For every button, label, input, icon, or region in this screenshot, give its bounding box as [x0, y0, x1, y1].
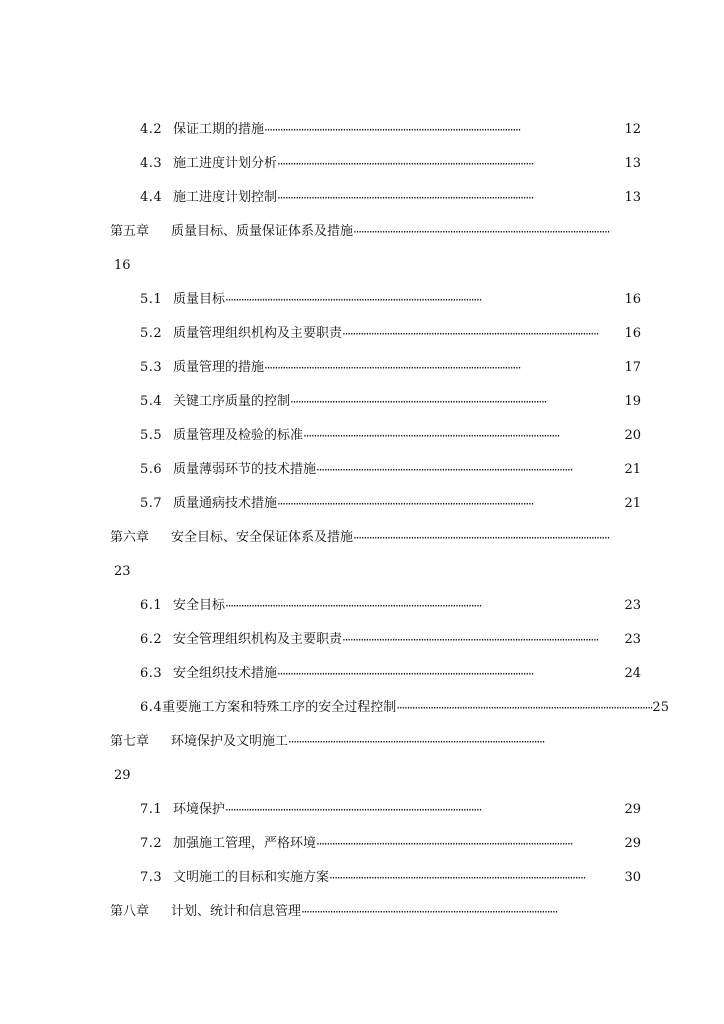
toc-leader: ··································································································: [316, 463, 573, 477]
toc-leader: ··································································································: [329, 871, 586, 885]
toc-leader: ··································································································: [303, 429, 560, 443]
toc-page: 29: [624, 802, 641, 817]
toc-title: 安全目标: [173, 598, 226, 613]
toc-title: 质量管理及检验的标准: [173, 428, 304, 443]
toc-page: 21: [624, 462, 641, 477]
toc-entry[interactable]: [140, 426, 641, 446]
toc-page: 20: [624, 428, 641, 443]
toc-page: 16: [624, 326, 641, 341]
toc-page: 19: [624, 394, 641, 409]
toc-leader: ··································································································: [277, 667, 534, 681]
toc-number: 5.6: [140, 462, 163, 477]
toc-number: 7.2: [140, 836, 163, 851]
toc-leader: ··································································································: [264, 123, 521, 137]
toc-entry[interactable]: [140, 290, 641, 310]
toc-page: 23: [624, 598, 641, 613]
toc-page: 23: [624, 632, 641, 647]
toc-title: 质量目标: [173, 292, 226, 307]
toc-title: 文明施工的目标和实施方案: [173, 870, 330, 885]
toc-title: 质量管理的措施: [173, 360, 265, 375]
toc-number: 6.1: [140, 598, 163, 613]
toc-number: 6.3: [140, 666, 163, 681]
toc-number: 4.3: [140, 156, 163, 171]
toc-leader: ··································································································: [290, 395, 547, 409]
toc-chapter-number: 第七章: [110, 734, 150, 749]
toc-page: 16: [624, 292, 641, 307]
toc-entry[interactable]: [140, 868, 641, 888]
toc-leader: ··································································································: [225, 803, 482, 817]
toc-title: 施工进度计划控制: [173, 190, 278, 205]
toc-chapter-number: 第六章: [110, 530, 150, 545]
toc-title: 加强施工管理，严格环境: [173, 836, 317, 851]
toc-number: 5.3: [140, 360, 163, 375]
toc-leader: ··································································································: [316, 837, 573, 851]
toc-chapter-number: 第五章: [110, 224, 150, 239]
toc-page: 25: [652, 700, 669, 715]
toc-title: 计划、统计和信息管理: [171, 904, 302, 919]
toc-entry[interactable]: [140, 698, 669, 718]
toc-entry[interactable]: [140, 664, 641, 684]
toc-title: 重要施工方案和特殊工序的安全过程控制: [162, 700, 397, 715]
toc-leader: ··································································································: [277, 191, 534, 205]
toc-chapter-number: 第八章: [110, 904, 150, 919]
toc-page: 12: [624, 122, 641, 137]
toc-leader: ··································································································: [225, 293, 482, 307]
toc-entry[interactable]: [140, 630, 641, 650]
toc-entry[interactable]: [140, 392, 641, 412]
toc-number: 4.2: [140, 122, 163, 137]
toc-entry[interactable]: [140, 120, 641, 140]
toc-leader: ··································································································: [342, 633, 599, 647]
toc-number: 4.4: [140, 190, 163, 205]
toc-title: 施工进度计划分析: [173, 156, 278, 171]
toc-entry[interactable]: [140, 460, 641, 480]
toc-title: 安全管理组织机构及主要职责: [173, 632, 343, 647]
toc-page: 13: [624, 156, 641, 171]
toc-title: 环境保护: [173, 802, 226, 817]
toc-chapter-entry[interactable]: [110, 902, 615, 922]
toc-leader: ··································································································: [353, 531, 610, 545]
toc-title: 保证工期的措施: [173, 122, 265, 137]
toc-page: 29: [624, 836, 641, 851]
toc-leader: ··································································································: [342, 327, 599, 341]
toc-number: 5.7: [140, 496, 163, 511]
toc-number: 6.4: [140, 700, 163, 715]
toc-leader: ··································································································: [225, 599, 482, 613]
toc-entry[interactable]: [140, 596, 641, 616]
toc-title: 质量薄弱环节的技术措施: [173, 462, 317, 477]
toc-leader: ··································································································: [353, 225, 610, 239]
toc-number: 6.2: [140, 632, 163, 647]
toc-chapter-page: 16: [114, 258, 131, 273]
toc-number: 7.3: [140, 870, 163, 885]
toc-number: 7.1: [140, 802, 163, 817]
toc-chapter-entry[interactable]: [110, 732, 615, 752]
toc-entry[interactable]: [140, 494, 641, 514]
toc-leader: ··································································································: [264, 361, 521, 375]
toc-chapter-page: 29: [114, 768, 131, 783]
toc-leader: ··································································································: [288, 735, 545, 749]
toc-leader: ··································································································: [396, 701, 653, 715]
toc-entry[interactable]: [140, 324, 641, 344]
toc-number: 5.4: [140, 394, 163, 409]
toc-title: 安全目标、安全保证体系及措施: [171, 530, 354, 545]
toc-entry[interactable]: [140, 834, 641, 854]
toc-title: 质量通病技术措施: [173, 496, 278, 511]
toc-page: 13: [624, 190, 641, 205]
toc-leader: ··································································································: [301, 905, 558, 919]
toc-chapter-page: 23: [114, 564, 131, 579]
toc-title: 质量管理组织机构及主要职责: [173, 326, 343, 341]
toc-page: 24: [624, 666, 641, 681]
toc-number: 5.2: [140, 326, 163, 341]
toc-entry[interactable]: [140, 800, 641, 820]
toc-number: 5.1: [140, 292, 163, 307]
toc-leader: ··································································································: [277, 157, 534, 171]
toc-page: 30: [624, 870, 641, 885]
toc-title: 关键工序质量的控制: [173, 394, 291, 409]
toc-page: 17: [624, 360, 641, 375]
toc-title: 环境保护及文明施工: [171, 734, 289, 749]
toc-entry[interactable]: [140, 188, 641, 208]
toc-chapter-entry[interactable]: [110, 222, 615, 242]
toc-title: 质量目标、质量保证体系及措施: [171, 224, 354, 239]
toc-leader: ··································································································: [277, 497, 534, 511]
toc-title: 安全组织技术措施: [173, 666, 278, 681]
toc-chapter-entry[interactable]: [110, 528, 615, 548]
toc-entry[interactable]: [140, 358, 641, 378]
toc-page: 21: [624, 496, 641, 511]
toc-number: 5.5: [140, 428, 163, 443]
toc-entry[interactable]: [140, 154, 641, 174]
